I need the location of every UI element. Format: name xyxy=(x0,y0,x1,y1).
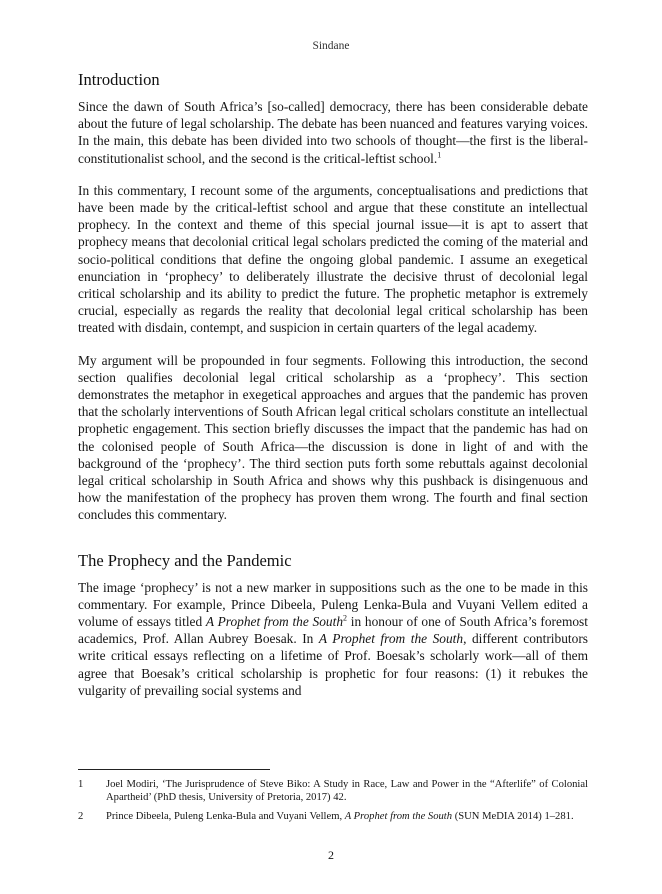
paragraph xyxy=(78,98,588,167)
footnote-divider xyxy=(78,769,270,770)
footnote xyxy=(78,778,588,805)
paragraph-text: , different contributors write critical essays reflecting on a lifetime of Prof. Boesak’s scholarly work—all of them agree that Boesak’s critical scholarship is prophetic for four reasons: (1) it rebukes the vulgarity of prevailing social systems and xyxy=(78,631,588,698)
section-heading-introduction: Introduction xyxy=(78,70,160,89)
main-content xyxy=(78,70,588,714)
section-heading-prophecy-pandemic: The Prophecy and the Pandemic xyxy=(78,550,292,570)
paragraph: In this commentary, I recount some of the arguments, conceptualisations and predictions that have been made by the critical-leftist school and argue that these constitute an intellectual prophecy. In the context and theme of this special journal issue—it is apt to assert that prophecy means that decolonial critical legal scholars predicted the coming of the material and socio-political conditions that define the ongoing global pandemic. I assume an exegetical enunciation in ‘prophecy’ to deliberately illustrate the decisive thrust of decolonial legal critical scholarship and its ability to predict the future. The prophetic metaphor is extremely crucial, especially as regards the reality that decolonial legal critical scholarship has been treated with disdain, contempt, and suspicion in certain quarters of the legal academy. xyxy=(78,182,588,336)
footnote-number: 2 xyxy=(78,810,84,822)
footnote-number: 1 xyxy=(78,779,84,790)
footnote-text-part: (SUN MeDIA 2014) 1–281. xyxy=(452,810,574,822)
footnote-marker[interactable]: 1 xyxy=(437,150,442,160)
paragraph-text: in honour of one of South Africa’s foremost academics, Prof. Allan Aubrey Boesak. In xyxy=(78,614,588,647)
footnotes xyxy=(78,778,588,828)
book-title: A Prophet from the South xyxy=(318,631,464,647)
footnote-text-part: Prince Dibeela, Puleng Lenka-Bula and Vuyani Vellem, xyxy=(106,810,345,822)
book-title: A Prophet from the South xyxy=(205,614,344,630)
paragraph-text: Since the dawn of South Africa’s [so-called] democracy, there has been considerable debate about the future of legal scholarship. The debate has been nuanced and features varying voices. In the main, this debate has been divided into two schools of thought—the first is the liberal-constitutionalist school, and the second is the critical-leftist school. xyxy=(78,99,588,166)
page-number: 2 xyxy=(328,848,334,862)
paragraph xyxy=(78,579,588,699)
footnote-text: Joel Modiri, ‘The Jurisprudence of Steve Biko: A Study in Race, Law and Power in the “Afterlife” of Colonial Apartheid’ (PhD thesis, University of Pretoria, 2017) 42. xyxy=(106,779,588,804)
footnote-text xyxy=(106,810,588,823)
paragraph-text: The image ‘prophecy’ is not a new marker in suppositions such as the one to be made in this commentary. For example, Prince Dibeela, Puleng Lenka-Bula and Vuyani Vellem edited a volume of essays titled xyxy=(78,579,588,630)
running-head: Sindane xyxy=(312,40,350,52)
paragraph: My argument will be propounded in four segments. Following this introduction, the second section qualifies decolonial legal critical scholarship as a ‘prophecy’. This section demonstrates the metaphor in exegetical approaches and argues that the pandemic has proven that the scholarly interventions of South African legal critical scholars constitute an intellectual prophetic engagement. This section briefly discusses the impact that the pandemic has had on the colonised people of South Africa—the discussion is done in light of and with the background of the ‘prophecy’. The third section puts forth some rebuttals against decolonial legal critical scholarship in South Africa and shows why this pushback is disingenuous and how the manifestation of the prophecy has proven them wrong. The fourth and final section concludes this commentary. xyxy=(78,352,588,523)
book-title: A Prophet from the South xyxy=(344,810,453,822)
footnote xyxy=(78,810,588,823)
footnote-marker[interactable]: 2 xyxy=(343,613,348,623)
